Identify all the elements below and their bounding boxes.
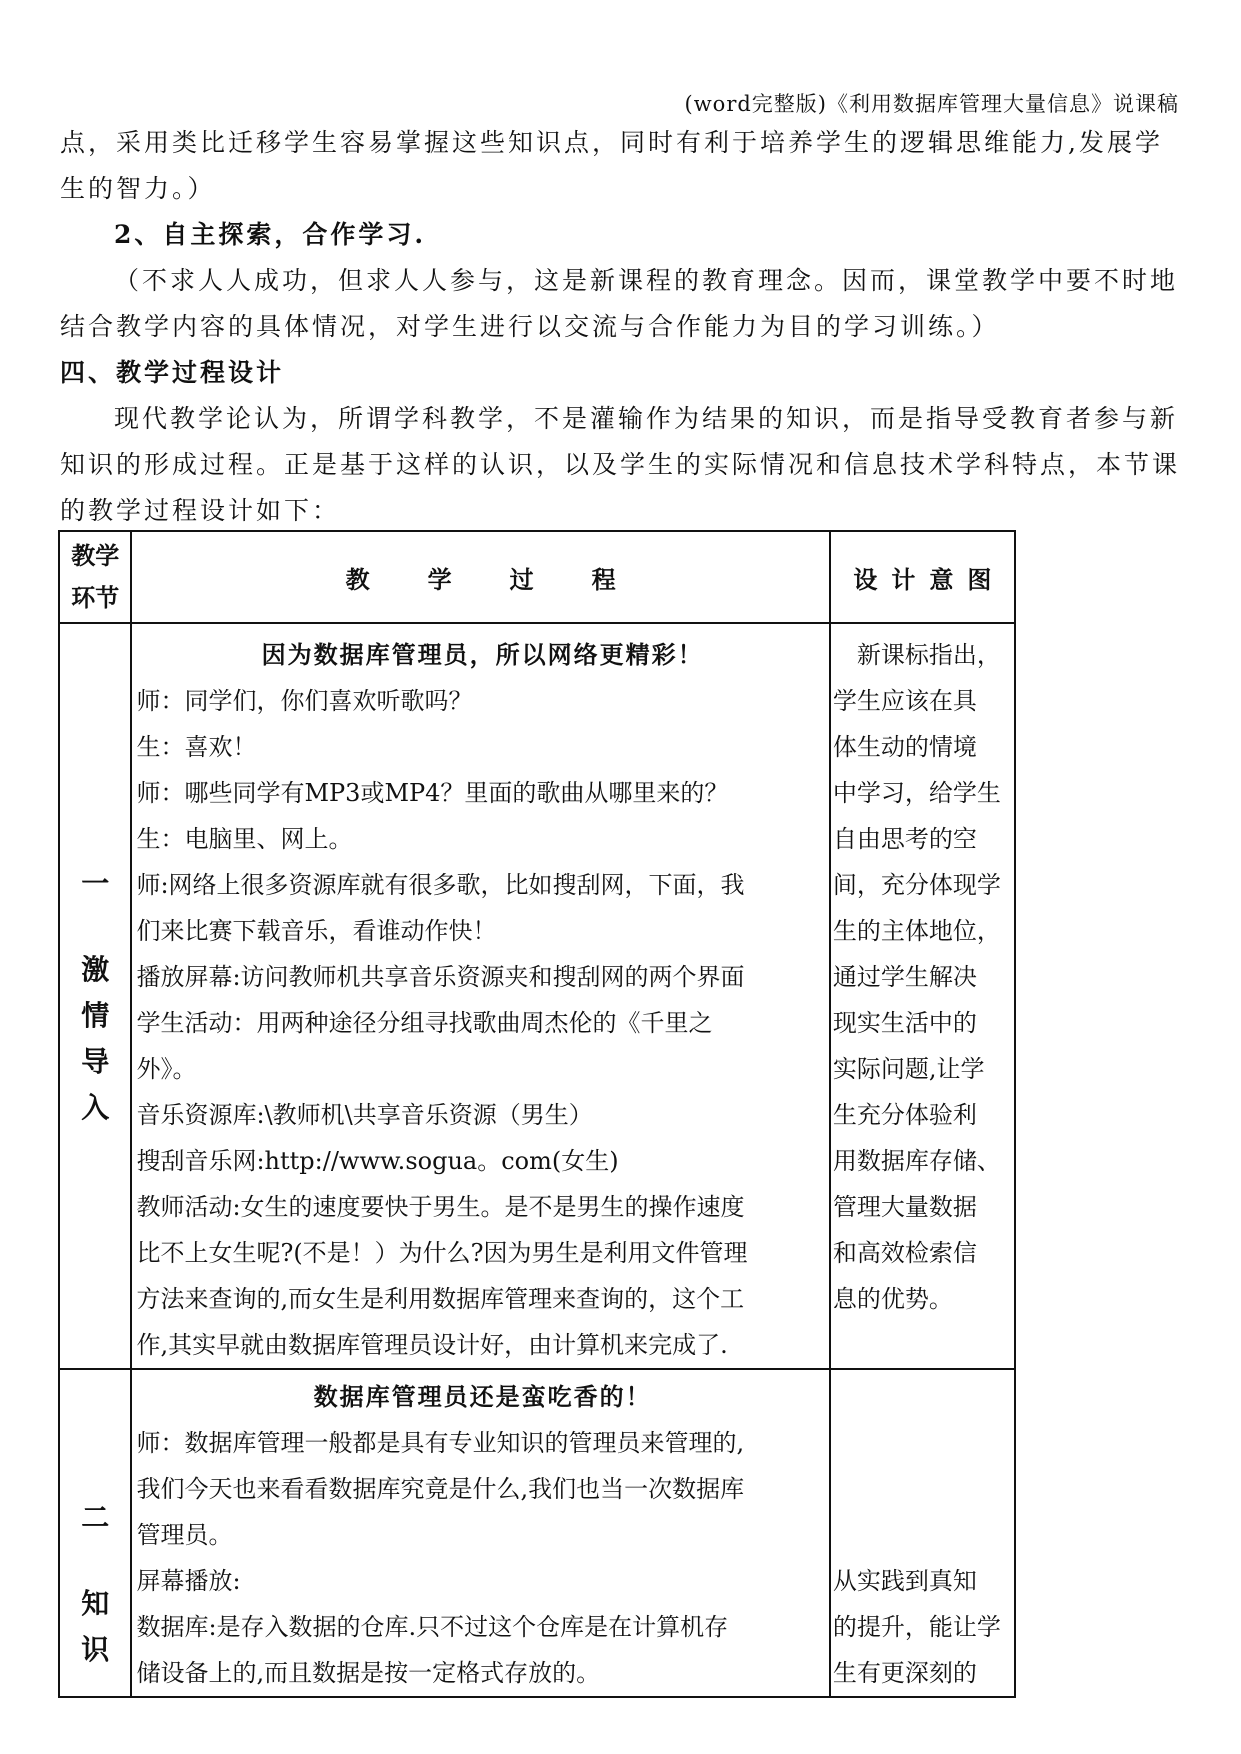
process-line: 音乐资源库:\教师机\共享音乐资源（男生） <box>136 1101 593 1129</box>
intent-line: 体生动的情境 <box>832 733 977 761</box>
intent-line: 生的主体地位， <box>832 917 1001 945</box>
sub-heading: 2、自主探索，合作学习. <box>114 220 427 249</box>
process-title: 因为数据库管理员，所以网络更精彩！ <box>261 640 704 669</box>
stage-char: 导 <box>81 1045 110 1078</box>
stage-char: 情 <box>81 999 110 1032</box>
intent-line: 自由思考的空 <box>832 825 977 853</box>
intent-cell-2 <box>830 1369 1015 1697</box>
stage-number: 二 <box>81 1501 110 1534</box>
header-stage-line2: 环节 <box>71 583 120 612</box>
process-line: 教师活动:女生的速度要快于男生。是不是男生的操作速度 <box>136 1193 745 1221</box>
section-heading: 四、教学过程设计 <box>60 358 285 387</box>
intent-line: 用数据库存储、 <box>832 1147 1001 1175</box>
intent-line: 间，充分体现学 <box>832 871 1001 899</box>
header-stage <box>59 531 131 623</box>
header-intent: 设计意图 <box>830 531 1015 623</box>
intro-paragraph-1: 点，采用类比迁移学生容易掌握这些知识点，同时有利于培养学生的逻辑思维能力,发展学生的智力。） <box>60 128 1163 203</box>
process-line: 学生活动：用两种途径分组寻找歌曲周杰伦的《千里之 <box>136 1009 713 1037</box>
intent-line: 中学习，给学生 <box>832 779 1001 807</box>
intent-line: 通过学生解决 <box>832 963 977 991</box>
intent-line: 生充分体验利 <box>832 1101 977 1129</box>
stage-char: 入 <box>81 1091 110 1124</box>
intent-line: 从实践到真知 <box>832 1567 977 1595</box>
process-line: 作,其实早就由数据库管理员设计好，由计算机来完成了. <box>136 1331 728 1359</box>
stage-char: 激 <box>81 953 110 986</box>
process-line: 师:网络上很多资源库就有很多歌，比如搜刮网，下面，我 <box>136 871 745 899</box>
process-line: 师：同学们，你们喜欢听歌吗？ <box>136 687 473 715</box>
header-stage-line1: 教学 <box>71 541 120 570</box>
stage-cell-2 <box>59 1369 131 1697</box>
process-line: 师：数据库管理一般都是具有专业知识的管理员来管理的, <box>136 1429 745 1457</box>
intent-line: 和高效检索信 <box>832 1239 977 1267</box>
process-line: 播放屏幕:访问教师机共享音乐资源夹和搜刮网的两个界面 <box>136 963 745 991</box>
process-line: 管理员。 <box>136 1521 233 1549</box>
table-row-section-1 <box>59 623 1015 1369</box>
process-line: 方法来查询的,而女生是利用数据库管理来查询的，这个工 <box>136 1285 745 1313</box>
process-line: 搜刮音乐网:http://www.sogua。com(女生) <box>136 1147 619 1175</box>
intent-line: 现实生活中的 <box>832 1009 977 1037</box>
process-line: 储设备上的,而且数据是按一定格式存放的。 <box>136 1659 601 1687</box>
process-line: 数据库:是存入数据的仓库.只不过这个仓库是在计算机存 <box>136 1613 729 1641</box>
process-cell-1 <box>131 623 829 1369</box>
stage-char: 识 <box>81 1633 110 1666</box>
table-header-row <box>59 531 1015 623</box>
intent-line: 管理大量数据 <box>832 1193 977 1221</box>
process-cell-2 <box>131 1369 829 1697</box>
header-process: 教学过程 <box>131 531 829 623</box>
process-line: 师：哪些同学有MP3或MP4？里面的歌曲从哪里来的？ <box>136 779 729 807</box>
stage-char: 知 <box>81 1587 110 1620</box>
process-title: 数据库管理员还是蛮吃香的！ <box>313 1382 652 1411</box>
intent-line: 的提升，能让学 <box>832 1613 1001 1641</box>
process-line: 我们今天也来看看数据库究竟是什么,我们也当一次数据库 <box>136 1475 745 1503</box>
lesson-process-table <box>58 530 1016 1698</box>
intent-cell-1 <box>830 623 1015 1369</box>
intent-line: 实际问题,让学 <box>832 1055 985 1083</box>
intro-paragraph-2: （不求人人成功，但求人人参与，这是新课程的教育理念。因而，课堂教学中要不时地结合教学内容的具体情况，对学生进行以交流与合作能力为目的学习训练。） <box>60 266 1179 341</box>
process-line: 屏幕播放: <box>136 1567 241 1595</box>
process-line: 外》。 <box>136 1055 197 1083</box>
intent-line: 息的优势。 <box>832 1285 953 1313</box>
process-line: 比不上女生呢?(不是！）为什么?因为男生是利用文件管理 <box>136 1239 748 1267</box>
process-line: 生：喜欢！ <box>136 733 257 761</box>
stage-cell-1 <box>59 623 131 1369</box>
intro-paragraph-3: 现代教学论认为，所谓学科教学，不是灌输作为结果的知识，而是指导受教育者参与新知识的形成过程。正是基于这样的认识，以及学生的实际情况和信息技术学科特点，本节课的教学过程设计如下： <box>60 404 1181 525</box>
page-header: (word完整版)《利用数据库管理大量信息》说课稿 <box>684 92 1179 116</box>
intent-line: 新课标指出， <box>832 641 1001 669</box>
intent-line: 学生应该在具 <box>832 687 977 715</box>
process-line: 们来比赛下载音乐，看谁动作快！ <box>136 917 497 945</box>
intent-line: 生有更深刻的 <box>832 1659 977 1687</box>
process-line: 生：电脑里、网上。 <box>136 825 353 853</box>
table-row-section-2 <box>59 1369 1015 1697</box>
stage-number: 一 <box>81 867 110 900</box>
